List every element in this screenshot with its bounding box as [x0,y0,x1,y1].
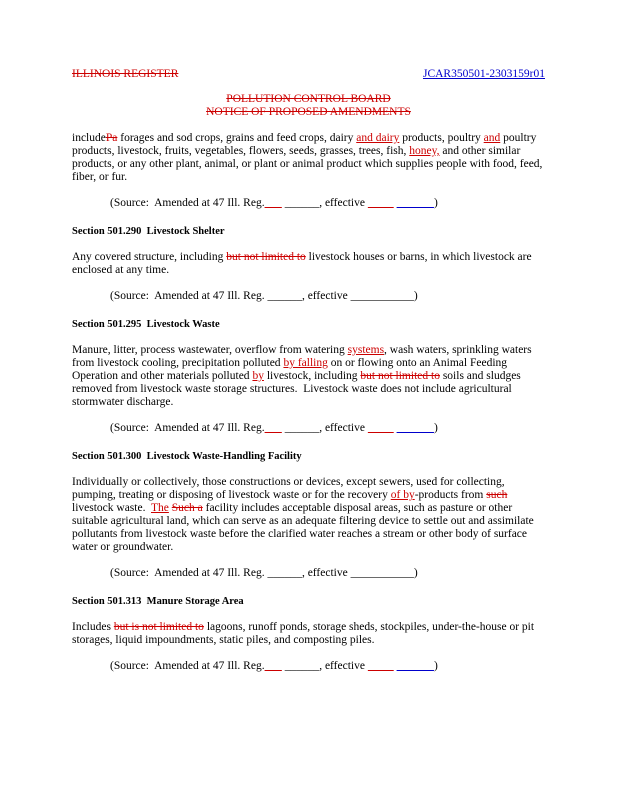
source-note: (Source: Amended at 47 Ill. Reg. ______, effective ___________) [110,567,418,579]
body-paragraph: includePa forages and sod crops, grains and feed crops, dairy and dairy products, poultry and poultry products, livestock, fruits, vegetables, flowers, seeds, grasses, trees, fish, honey, and other similar products, or any other plant, animal, or plant or animal product which supplies people with food, feed, fiber, or fur. [72,132,543,183]
section-heading-501-290: Section 501.290 Livestock Shelter [72,226,225,237]
body-paragraph: Any covered structure, including but not limited to livestock houses or barns, in which livestock are enclosed at any time. [72,251,532,276]
section-501-295 [72,318,545,435]
section-definition-continuation [72,132,545,210]
body-paragraph: Manure, litter, process wastewater, overflow from watering systems, wash waters, sprinkling waters from livestock cooling, precipitation polluted by falling on or flowing onto an Animal Feeding Operation and other materials polluted by livestock, including but not limited to soils and sludges removed from livestock waste storage structures. Livestock waste does not include agricultural stormwater discharge. [72,344,532,408]
body-paragraph: Includes but is not limited to lagoons, runoff ponds, storage sheds, stockpiles, under-the-house or pit storages, liquid impoundments, static piles, and composting piles. [72,621,535,646]
source-note: (Source: Amended at 47 Ill. Reg. ______, effective ) [110,422,438,434]
notice-title: NOTICE OF PROPOSED AMENDMENTS [206,106,411,118]
section-501-313 [72,595,545,673]
section-heading-501-295: Section 501.295 Livestock Waste [72,319,220,330]
section-heading-501-313: Section 501.313 Manure Storage Area [72,596,244,607]
section-heading-501-300: Section 501.300 Livestock Waste-Handling Facility [72,451,302,462]
jcar-number-link[interactable]: JCAR350501-2303159r01 [422,68,545,80]
section-501-290 [72,225,545,303]
body-paragraph: Individually or collectively, those constructions or devices, except sewers, used for collecting, pumping, treating or disposing of livestock waste or for the recovery of by-products from such livestock waste. The Such a facility includes acceptable disposal areas, such as pasture or other suitable agricultural land, which can serve as an adequate filtering device to settle out and assimilate pollutants from livestock waste before the clarified water reaches a stream or other body of surface water or groundwater. [72,476,534,553]
page-header [72,68,545,81]
section-501-300 [72,450,545,580]
board-title: POLLUTION CONTROL BOARD [226,93,391,105]
source-note: (Source: Amended at 47 Ill. Reg. ______, effective ) [110,660,438,672]
register-title: ILLINOIS REGISTER [72,68,179,80]
source-note: (Source: Amended at 47 Ill. Reg. ______, effective ) [110,197,438,209]
source-note: (Source: Amended at 47 Ill. Reg. ______, effective ___________) [110,290,418,302]
